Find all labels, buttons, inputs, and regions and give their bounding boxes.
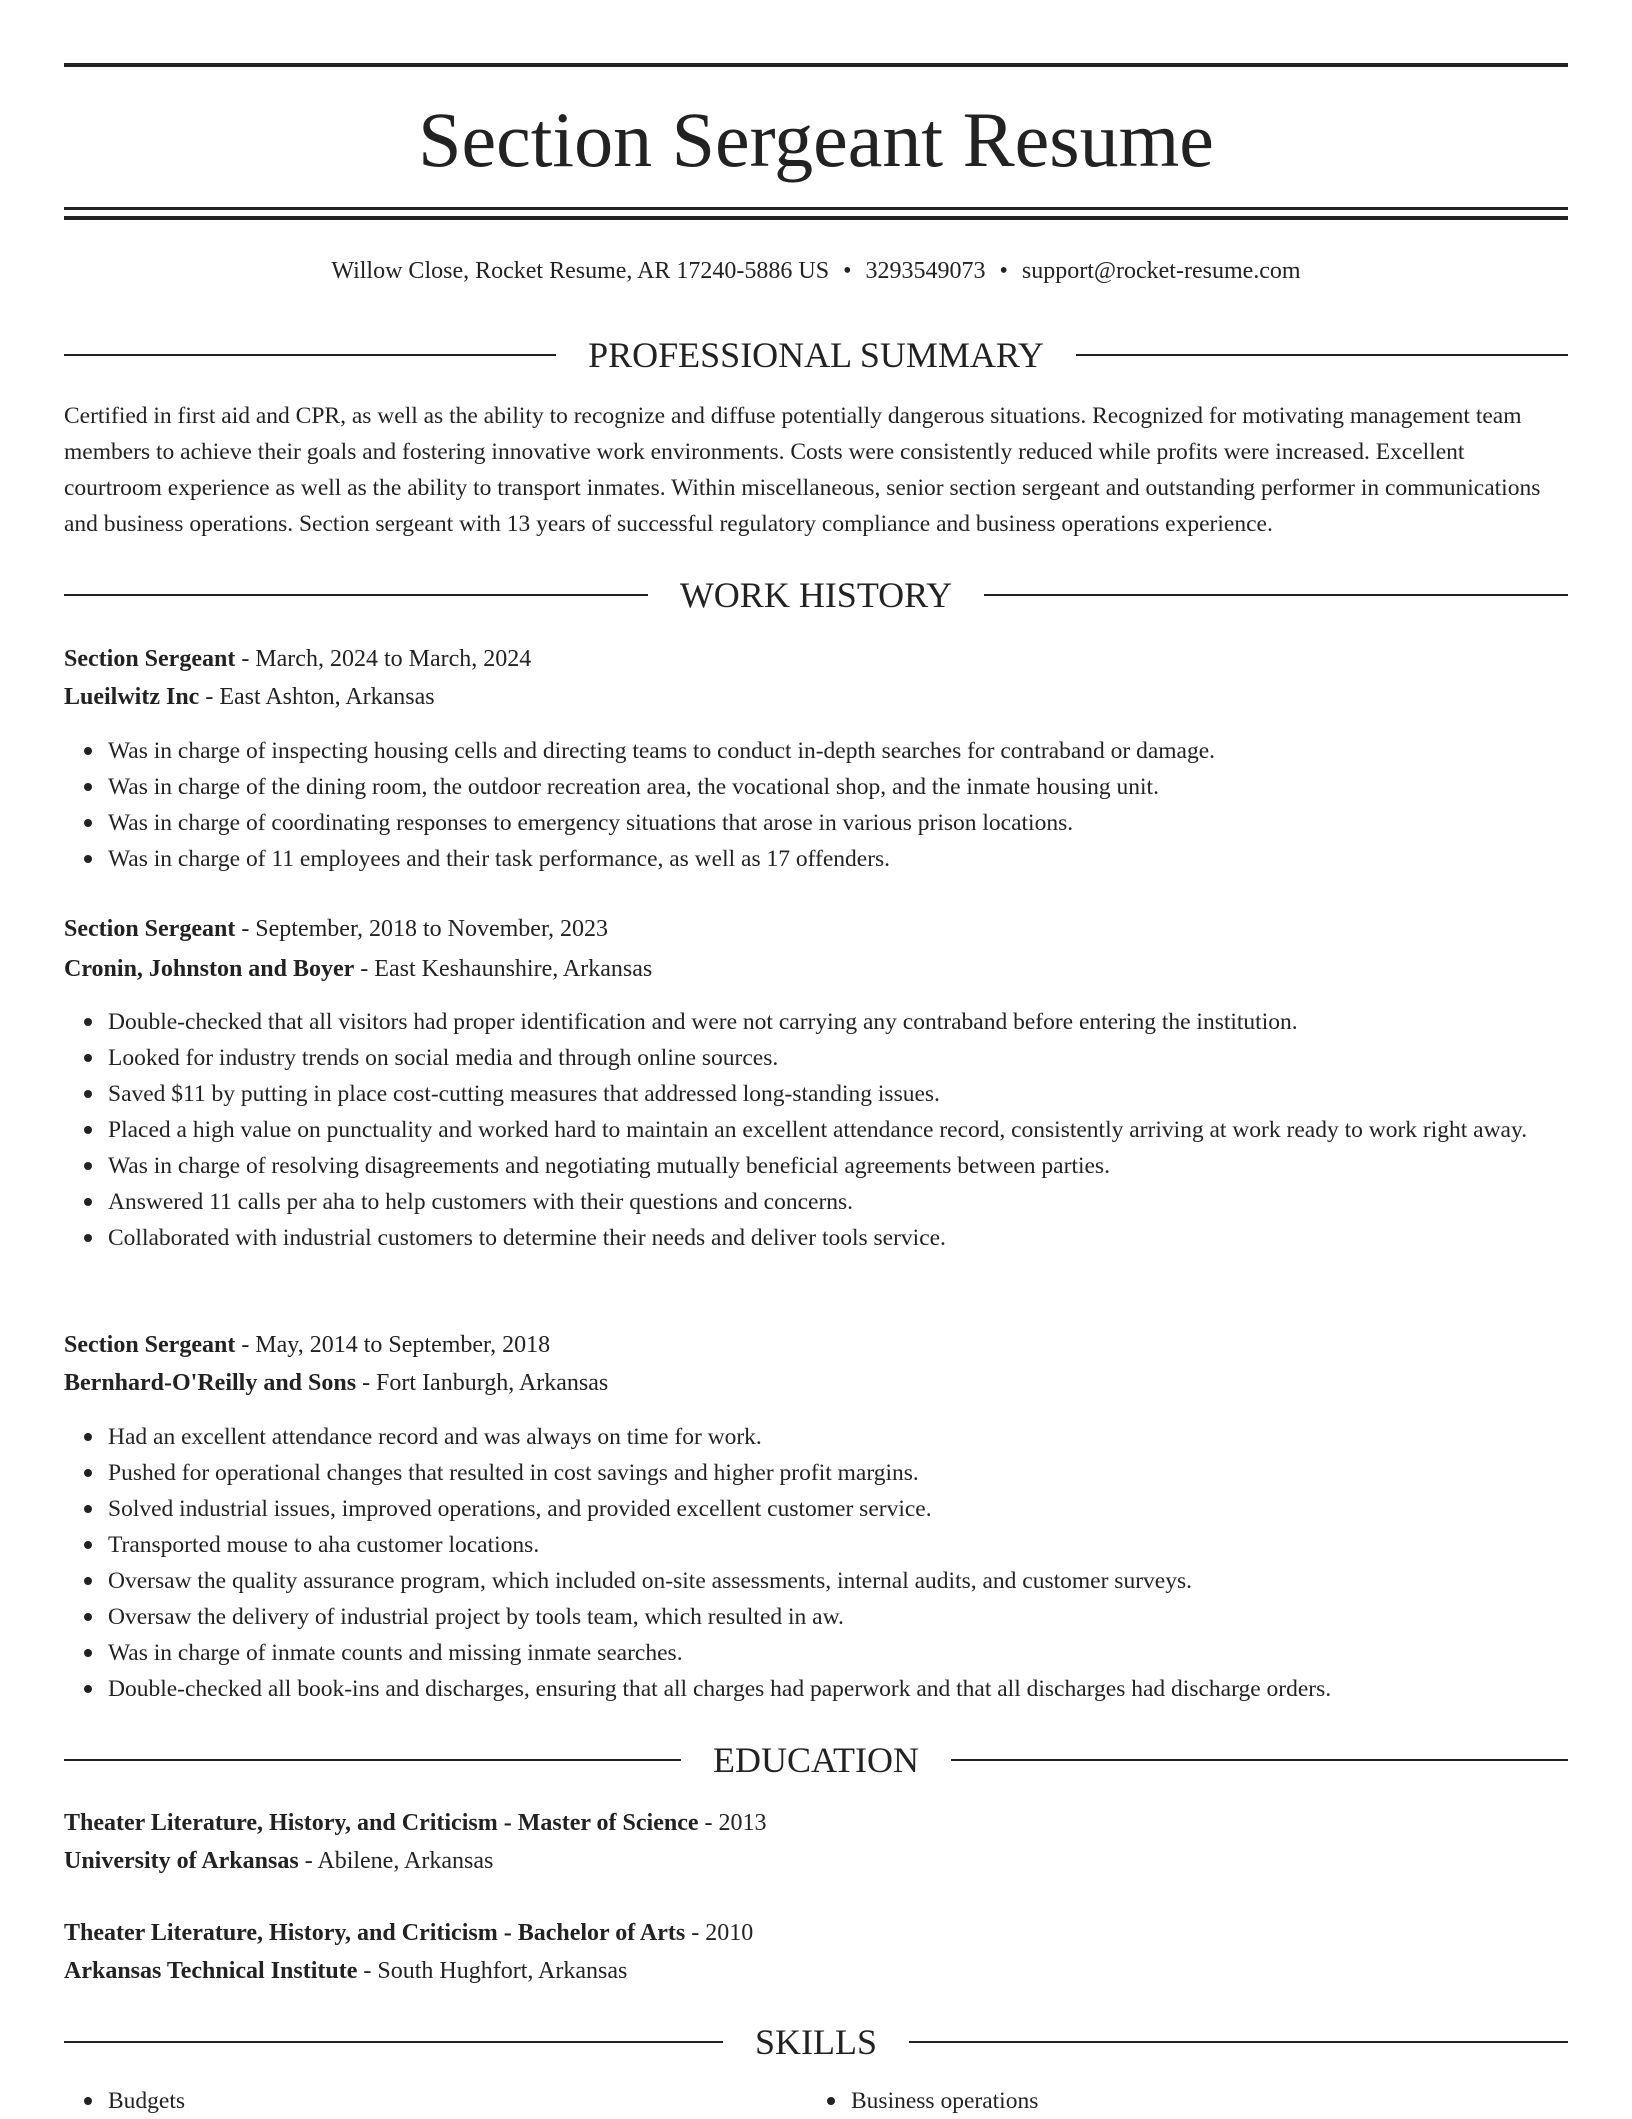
job-company: Bernhard-O'Reilly and Sons bbox=[64, 1370, 357, 1396]
list-item: Collaborated with industrial customers to determine their needs and deliver tools service. bbox=[108, 1220, 1568, 1256]
education-heading bbox=[64, 1738, 1568, 1782]
degree-line bbox=[64, 1805, 1568, 1841]
list-item: Was in charge of inmate counts and missing inmate searches. bbox=[108, 1635, 1568, 1671]
heading-rule bbox=[984, 594, 1568, 596]
list-item: Was in charge of inspecting housing cells and directing teams to conduct in-depth searches for contraband or damage. bbox=[108, 733, 1568, 769]
heading-rule bbox=[64, 1759, 681, 1761]
list-item: Was in charge of coordinating responses to emergency situations that arose in various prison locations. bbox=[108, 805, 1568, 841]
school-location: - South Hughfort, Arkansas bbox=[357, 1958, 628, 1984]
title-double-rule bbox=[64, 207, 1568, 220]
heading-rule bbox=[64, 2041, 723, 2043]
job-role: Section Sergeant bbox=[64, 646, 236, 672]
job-bullets bbox=[64, 1004, 1568, 1256]
school-name: University of Arkansas bbox=[64, 1848, 299, 1874]
education-heading-label: EDUCATION bbox=[713, 1740, 919, 1780]
job-location: - East Ashton, Arkansas bbox=[199, 684, 435, 710]
list-item: Placed a high value on punctuality and worked hard to maintain an excellent attendance record, consistently arriving at work ready to work right away. bbox=[108, 1112, 1568, 1148]
degree-year: - 2010 bbox=[685, 1920, 754, 1946]
list-item: Pushed for operational changes that resulted in cost savings and higher profit margins. bbox=[108, 1455, 1568, 1491]
list-item: Was in charge of the dining room, the outdoor recreation area, the vocational shop, and the inmate housing unit. bbox=[108, 769, 1568, 805]
skill-item: Budgets bbox=[108, 2083, 185, 2119]
list-item: Looked for industry trends on social media and through online sources. bbox=[108, 1040, 1568, 1076]
list-item: Solved industrial issues, improved operations, and provided excellent customer service. bbox=[108, 1491, 1568, 1527]
school-line bbox=[64, 1843, 1568, 1879]
job-company: Cronin, Johnston and Boyer bbox=[64, 956, 355, 982]
summary-heading-label: PROFESSIONAL SUMMARY bbox=[588, 335, 1044, 375]
list-item: Double-checked that all visitors had proper identification and were not carrying any contraband before entering the institution. bbox=[108, 1004, 1568, 1040]
job-company-line bbox=[64, 951, 1568, 987]
job-dates: - September, 2018 to November, 2023 bbox=[235, 916, 608, 942]
degree-name: Theater Literature, History, and Criticism - Bachelor of Arts bbox=[64, 1920, 686, 1946]
job-bullets bbox=[64, 733, 1568, 877]
job-company-line bbox=[64, 679, 1568, 715]
list-item: Was in charge of 11 employees and their task performance, as well as 17 offenders. bbox=[108, 841, 1568, 877]
job-title-line bbox=[64, 641, 1568, 677]
contact-email: support@rocket-resume.com bbox=[1021, 258, 1301, 284]
top-rule bbox=[64, 63, 1568, 67]
job-title-line bbox=[64, 1327, 1568, 1363]
job-dates: - May, 2014 to September, 2018 bbox=[235, 1332, 551, 1358]
job-role: Section Sergeant bbox=[64, 1332, 236, 1358]
skills-heading bbox=[64, 2020, 1568, 2064]
heading-rule bbox=[909, 2041, 1568, 2043]
skills-list-left bbox=[108, 2083, 185, 2119]
job-dates: - March, 2024 to March, 2024 bbox=[235, 646, 532, 672]
contact-phone: 3293549073 bbox=[865, 258, 986, 284]
list-item: Oversaw the delivery of industrial project by tools team, which resulted in aw. bbox=[108, 1599, 1568, 1635]
school-line bbox=[64, 1953, 1568, 1989]
job-title-line bbox=[64, 911, 1568, 947]
summary-heading bbox=[64, 333, 1568, 377]
summary-text: Certified in first aid and CPR, as well as the ability to recognize and diffuse potentially dangerous situations. Recognized for motivating management team members to achieve their goals and fostering innovative work environments. Costs were consistently reduced while profits were increased. Excellent courtroom experience as well as the ability to transport inmates. Within miscellaneous, senior section sergeant and outstanding performer in communications and business operations. Section sergeant with 13 years of successful regulatory compliance and business operations experience. bbox=[64, 403, 1541, 537]
degree-year: - 2013 bbox=[698, 1810, 767, 1836]
list-item: Saved $11 by putting in place cost-cutting measures that addressed long-standing issues. bbox=[108, 1076, 1568, 1112]
work-heading bbox=[64, 573, 1568, 617]
list-item: Double-checked all book-ins and discharges, ensuring that all charges had paperwork and that all discharges had discharge orders. bbox=[108, 1671, 1568, 1707]
heading-rule bbox=[64, 594, 648, 596]
contact-separator: • bbox=[843, 258, 852, 284]
list-item: Answered 11 calls per aha to help customers with their questions and concerns. bbox=[108, 1184, 1568, 1220]
resume-title: Section Sergeant Resume bbox=[418, 96, 1214, 183]
list-item: Had an excellent attendance record and was always on time for work. bbox=[108, 1419, 1568, 1455]
skills-list-right bbox=[851, 2083, 1038, 2119]
skills-heading-label: SKILLS bbox=[755, 2022, 878, 2062]
contact-separator: • bbox=[999, 258, 1008, 284]
heading-rule bbox=[1076, 354, 1568, 356]
contact-line bbox=[64, 253, 1568, 289]
skill-item: Business operations bbox=[851, 2083, 1038, 2119]
list-item: Was in charge of resolving disagreements and negotiating mutually beneficial agreements between parties. bbox=[108, 1148, 1568, 1184]
job-bullets bbox=[64, 1419, 1568, 1707]
contact-address: Willow Close, Rocket Resume, AR 17240-5886 US bbox=[331, 258, 830, 284]
heading-rule bbox=[951, 1759, 1568, 1761]
list-item: Transported mouse to aha customer locations. bbox=[108, 1527, 1568, 1563]
job-location: - East Keshaunshire, Arkansas bbox=[354, 956, 653, 982]
job-location: - Fort Ianburgh, Arkansas bbox=[356, 1370, 609, 1396]
list-item: Oversaw the quality assurance program, which included on-site assessments, internal audits, and customer surveys. bbox=[108, 1563, 1568, 1599]
degree-name: Theater Literature, History, and Criticism - Master of Science bbox=[64, 1810, 699, 1836]
degree-line bbox=[64, 1915, 1568, 1951]
job-company-line bbox=[64, 1365, 1568, 1401]
job-company: Lueilwitz Inc bbox=[64, 684, 200, 710]
job-role: Section Sergeant bbox=[64, 916, 236, 942]
heading-rule bbox=[64, 354, 556, 356]
school-location: - Abilene, Arkansas bbox=[298, 1848, 494, 1874]
school-name: Arkansas Technical Institute bbox=[64, 1958, 358, 1984]
work-heading-label: WORK HISTORY bbox=[679, 575, 953, 615]
